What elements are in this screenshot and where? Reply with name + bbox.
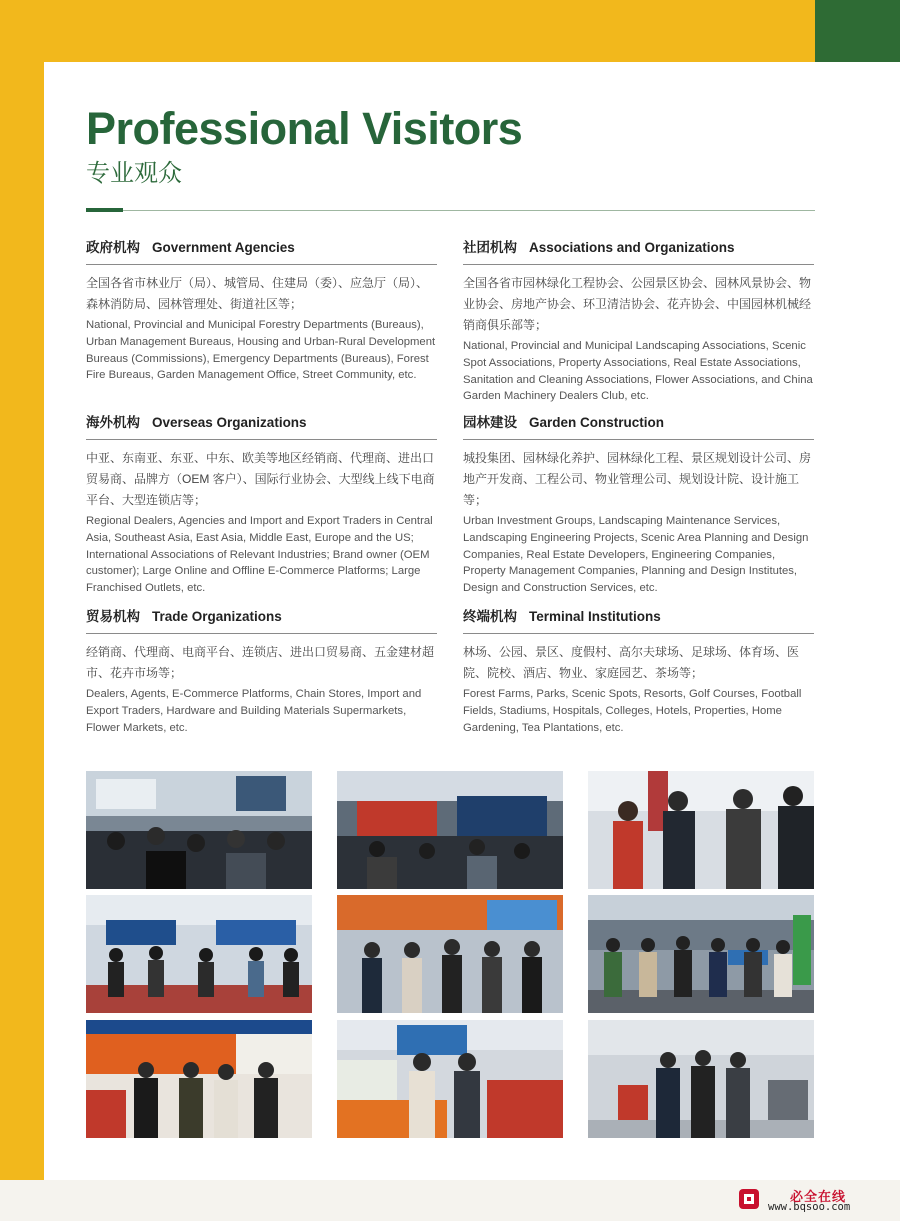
section-title-zh: 政府机构: [86, 240, 140, 255]
section-body-en: National, Provincial and Municipal Forestry Departments (Bureaus), Urban Management Bureaus, Housing and Urban-Rural Development Bureaus (Commissions), Emergency Departments (Bureaus), Forest Fire Bureaus, Garden Management Office, Street Community, etc.: [86, 319, 436, 382]
section-government-agencies: [86, 236, 437, 384]
section-body-zh: 林场、公园、景区、度假村、高尔夫球场、足球场、体育场、医院、院校、酒店、物业、家庭园艺、茶场等；: [463, 645, 800, 680]
title-divider: [86, 210, 815, 211]
photo-exhibition-hall: [337, 771, 563, 889]
section-heading: [463, 236, 814, 265]
section-heading: [463, 411, 814, 440]
watermark-brand: 必全在线: [790, 1189, 847, 1204]
section-title-en: Associations and Organizations: [529, 240, 735, 255]
photo-pair-at-booth: [337, 1020, 563, 1138]
photo-group-machinery: [588, 1020, 814, 1138]
section-body-en: Regional Dealers, Agencies and Import and Export Traders in Central Asia, Southeast Asia, East Asia, Middle East, Europe and the US; International Associations of Relevant Industries; Brand owner (OEM customer); Large Online and Offline E-Commerce Platforms; Large Franchised Outlets, etc.: [86, 515, 433, 595]
page-title: Professional Visitors: [86, 103, 523, 154]
section-body-zh: 城投集团、园林绿化养护、园林绿化工程、景区规划设计公司、房地产开发商、工程公司、物业管理公司、规划设计院、设计施工等；: [463, 451, 812, 507]
section-associations: [463, 236, 814, 405]
section-title-en: Terminal Institutions: [529, 609, 661, 624]
section-terminal-institutions: [463, 605, 814, 736]
photo-group-orange-booth: [86, 1020, 312, 1138]
section-body-en: Urban Investment Groups, Landscaping Maintenance Services, Landscaping Engineering Projects, Scenic Area Planning and Design Companies, Real Estate Developers, Engineering Companies, Property Management Companies, Planning and Design Institutes, Design and Construction Services, etc.: [463, 515, 809, 595]
photo-group-outdoor: [588, 895, 814, 1013]
section-title-zh: 贸易机构: [86, 609, 140, 624]
photo-exhibition-crowd: [86, 771, 312, 889]
section-title-zh: 社团机构: [463, 240, 517, 255]
section-title-en: Trade Organizations: [152, 609, 282, 624]
left-yellow-bar: [0, 0, 44, 1180]
corner-green-block: [815, 0, 900, 62]
photo-group-at-booth: [337, 895, 563, 1013]
section-body-zh: 经销商、代理商、电商平台、连锁店、进出口贸易商、五金建材超市、花卉市场等；: [86, 645, 435, 680]
section-body-en: Forest Farms, Parks, Scenic Spots, Resorts, Golf Courses, Football Fields, Stadiums, Hospitals, Colleges, Hotels, Properties, Home Gardening, Tea Plantations, etc.: [463, 688, 802, 734]
section-garden-construction: [463, 411, 814, 597]
section-heading: [86, 236, 437, 265]
photo-visitors-talking: [588, 771, 814, 889]
section-heading: [86, 411, 437, 440]
section-title-zh: 海外机构: [86, 415, 140, 430]
section-body-en: National, Provincial and Municipal Landscaping Associations, Scenic Spot Associations, Property Associations, Real Estate Associations, Sanitation and Cleaning Associations, Flower Associations, and China Garden Machinery Dealers Club, etc.: [463, 340, 813, 403]
section-overseas-organizations: [86, 411, 437, 597]
section-trade-organizations: [86, 605, 437, 736]
section-body-zh: 全国各省市林业厅（局）、城管局、住建局（委）、应急厅（局）、森林消防局、园林管理处、街道社区等；: [86, 276, 429, 311]
section-title-en: Government Agencies: [152, 240, 295, 255]
bqsoo-logo-icon: [738, 1188, 760, 1210]
section-title-en: Overseas Organizations: [152, 415, 307, 430]
watermark-url[interactable]: www.bqsoo.com: [768, 1201, 851, 1213]
section-body-en: Dealers, Agents, E-Commerce Platforms, Chain Stores, Import and Export Traders, Hardware and Building Materials Supermarkets, Flower Markets, etc.: [86, 688, 422, 734]
section-heading: [86, 605, 437, 634]
section-title-zh: 终端机构: [463, 609, 517, 624]
page-subtitle-zh: 专业观众: [86, 160, 182, 187]
header-yellow-band: [0, 0, 815, 62]
section-body-zh: 中亚、东南亚、东亚、中东、欧美等地区经销商、代理商、进出口贸易商、品牌方（OEM 客户）、国际行业协会、大型线上线下电商平台、大型连锁店等；: [86, 451, 435, 507]
title-divider-accent: [86, 208, 123, 212]
section-title-en: Garden Construction: [529, 415, 665, 430]
section-body-zh: 全国各省市园林绿化工程协会、公园景区协会、园林风景协会、物业协会、房地产协会、环卫清洁协会、花卉协会、中国园林机械经销商俱乐部等；: [463, 276, 812, 332]
section-title-zh: 园林建设: [463, 415, 517, 430]
photo-grid: [86, 771, 815, 1138]
section-heading: [463, 605, 814, 634]
photo-booth-corridor: [86, 895, 312, 1013]
